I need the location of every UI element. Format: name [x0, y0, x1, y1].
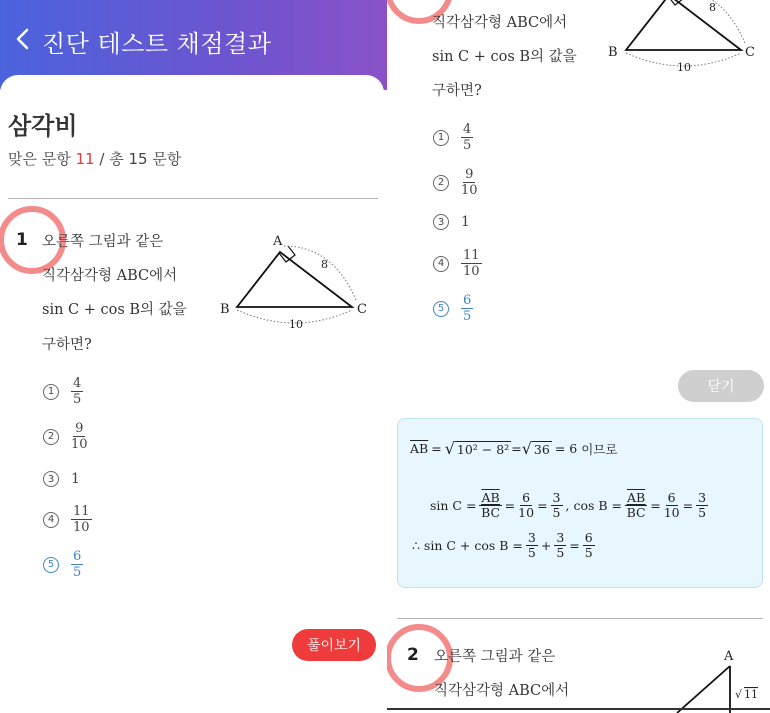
triangle-figure — [604, 0, 764, 83]
triangle-figure — [215, 228, 375, 333]
choice-5-answer[interactable]: 5 $\frac{6}{5}$ — [433, 293, 473, 324]
choice-5-answer[interactable]: 5 $\frac{6}{5}$ — [43, 549, 83, 580]
question-line-4: 구하면? — [432, 83, 482, 99]
choice-3[interactable]: 3 1 — [43, 471, 80, 487]
side-label-hyp: 8 — [321, 258, 328, 271]
score-summary — [8, 148, 181, 169]
choice-marker-3: 3 — [433, 214, 449, 230]
question-line-1: 오른쪽 그림과 같은 — [434, 649, 556, 665]
divider — [397, 618, 763, 619]
score-separator: / 총 — [99, 150, 124, 168]
question-line-2: 직각삼각형 ABC에서 — [42, 268, 178, 284]
choice-4[interactable]: 4 $\frac{11}{10}$ — [43, 504, 92, 535]
question-line-3: sin C + cos B의 값을 — [432, 49, 577, 65]
header-title: 진단 테스트 채점결과 — [42, 30, 272, 58]
question-number: 1 — [16, 230, 28, 250]
choice-marker-4: 4 — [433, 256, 449, 272]
side-label-base: 10 — [289, 318, 303, 331]
vertex-label-b: B — [220, 302, 230, 317]
question-line-2: 직각삼각형 ABC에서 — [432, 15, 568, 31]
score-total: 15 — [128, 150, 148, 168]
vertex-label-c: C — [745, 45, 755, 60]
choice-marker-1: 1 — [43, 384, 59, 400]
solution-screen — [387, 0, 770, 713]
score-correct: 11 — [75, 150, 95, 168]
question-line-4: 구하면? — [42, 337, 92, 353]
vertex-label-a: A — [724, 649, 734, 664]
choice-4[interactable]: 4 $\frac{11}{10}$ — [433, 248, 482, 279]
choice-marker-3: 3 — [43, 471, 59, 487]
chevron-left-icon — [12, 24, 36, 54]
choice-marker-1: 1 — [433, 130, 449, 146]
solution-line-1: $\overline{AB}$ = √ 10² − 8² = √ 36 = 6 이므로 — [410, 439, 618, 458]
question-line-3: sin C + cos B의 값을 — [42, 302, 187, 318]
svg-text:√: √ — [735, 688, 743, 701]
solution-line-2: sin C = $\frac{\overline{AB}}{BC}$ = $\frac{6}{10}$ = $\frac{3}{5}$ , cos B = $\frac{\overline{AB}}{BC}$ = $\frac{6}{10}$ = $\frac{3}{5}$ — [430, 490, 707, 520]
triangle-figure-2 — [655, 640, 770, 713]
score-prefix: 맞은 문항 — [8, 150, 71, 168]
vertex-label-a: A — [273, 234, 283, 249]
choice-3[interactable]: 3 1 — [433, 214, 470, 230]
choice-marker-2: 2 — [433, 175, 449, 191]
bottom-edge — [387, 708, 770, 710]
side-label-hyp: 8 — [709, 1, 716, 14]
choice-2[interactable]: 2 $\frac{9}{10}$ — [433, 167, 478, 198]
close-solution-button[interactable]: 닫기 — [678, 370, 764, 402]
choice-marker-5: 5 — [43, 557, 59, 573]
solution-box — [397, 418, 763, 588]
back-button[interactable] — [12, 24, 36, 54]
view-solution-button[interactable]: 풀이보기 — [292, 629, 376, 661]
choice-marker-2: 2 — [43, 429, 59, 445]
section-title: 삼각비 — [8, 112, 78, 140]
question-line-1: 오른쪽 그림과 같은 — [42, 234, 164, 250]
choice-marker-5: 5 — [433, 301, 449, 317]
vertex-label-b: B — [608, 45, 618, 60]
score-suffix: 문항 — [152, 150, 182, 168]
side-label-base: 10 — [677, 61, 691, 74]
solution-line-3: ∴ sin C + cos B = $\frac{3}{5}$ + $\frac{3}{5}$ = $\frac{6}{5}$ — [412, 530, 593, 560]
question-number: 2 — [407, 645, 419, 665]
vertex-label-c: C — [357, 302, 367, 317]
choice-1[interactable]: 1 $\frac{4}{5}$ — [433, 122, 473, 153]
divider — [8, 198, 378, 199]
side-label-sqrt: 11 — [744, 688, 758, 701]
question-line-2: 직각삼각형 ABC에서 — [434, 683, 570, 699]
choice-marker-4: 4 — [43, 512, 59, 528]
choice-2[interactable]: 2 $\frac{9}{10}$ — [43, 421, 88, 452]
choice-1[interactable]: 1 $\frac{4}{5}$ — [43, 376, 83, 407]
